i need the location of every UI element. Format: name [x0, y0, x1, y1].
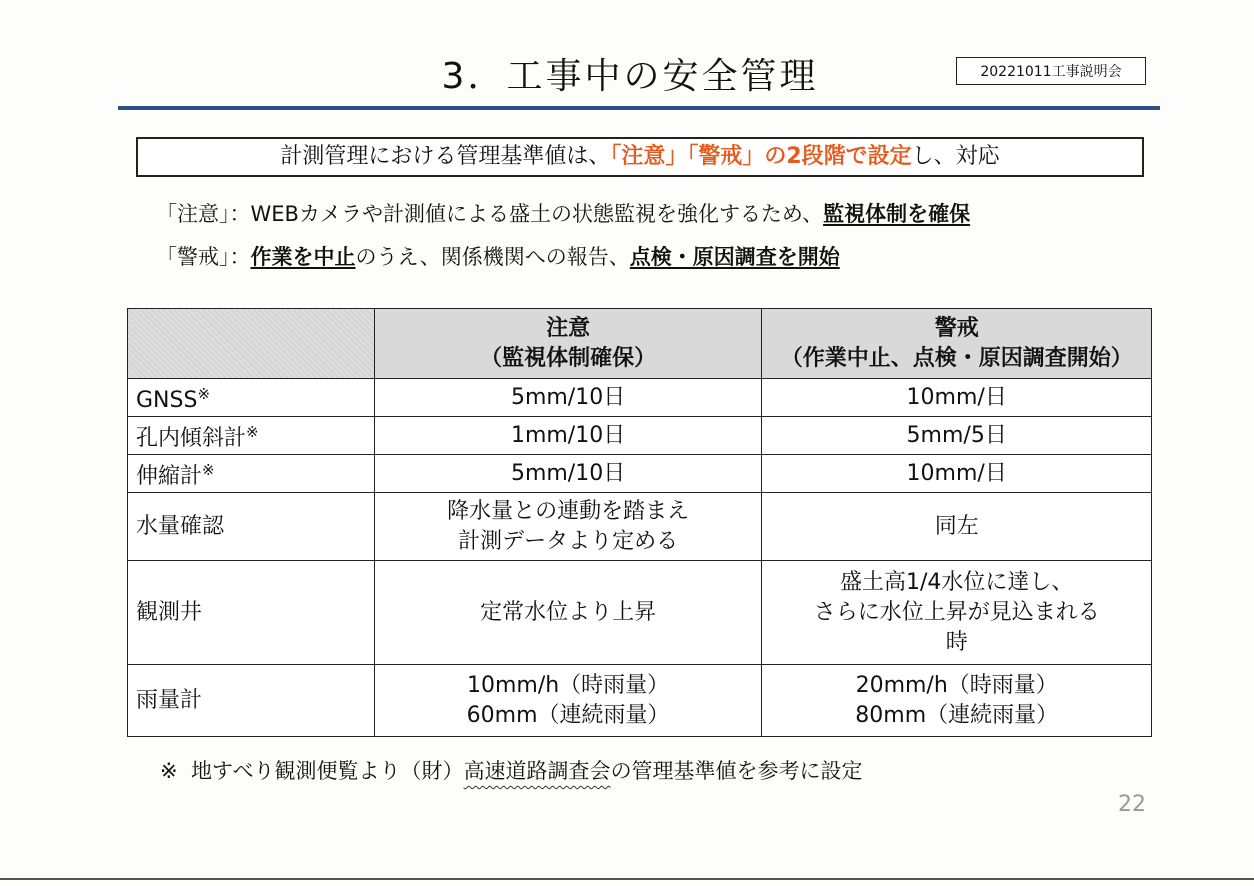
- table-header-row: [128, 309, 1152, 379]
- table-row: [128, 455, 1152, 493]
- definition-alert: [156, 242, 840, 272]
- alert-cell: 10mm/日: [762, 455, 1152, 493]
- scan-edge-line: [0, 878, 1254, 880]
- header-alert-sub: （作業中止、点検・原因調査開始）: [780, 345, 1133, 371]
- definition-caution: [156, 199, 970, 229]
- table-row: [128, 493, 1152, 561]
- definition-alert-emph2: 点検・原因調査を開始: [629, 245, 840, 269]
- alert-line: 時: [945, 629, 968, 655]
- alert-line: 盛土高1/4水位に達し、: [839, 569, 1074, 595]
- row-label: [128, 455, 375, 493]
- alert-line: 80mm（連続雨量）: [855, 702, 1059, 728]
- row-label-text: 伸縮計: [136, 464, 203, 489]
- summary-accent: 「注意」「警戒」の2段階で設定: [610, 144, 912, 169]
- table-corner-cell: [128, 309, 375, 379]
- footnote-text-after: の管理基準値を参考に設定: [610, 759, 863, 783]
- row-label-text: 孔内傾斜計: [136, 426, 247, 451]
- alert-cell: [762, 665, 1152, 737]
- row-label: [128, 417, 375, 455]
- caution-line: 計測データより定める: [458, 528, 679, 554]
- caution-cell: 5mm/10日: [374, 379, 762, 417]
- table-row: [128, 561, 1152, 665]
- page-title: 3．工事中の安全管理: [441, 56, 819, 97]
- summary-box: [136, 137, 1144, 177]
- date-badge: 20221011工事説明会: [956, 57, 1146, 85]
- alert-cell: 同左: [762, 493, 1152, 561]
- table-row: [128, 417, 1152, 455]
- footnote-underlined-org: 高速道路調査会: [463, 759, 611, 783]
- header-caution: [374, 309, 762, 379]
- alert-cell: [762, 561, 1152, 665]
- title-divider: [118, 106, 1160, 110]
- table-row: [128, 665, 1152, 737]
- header-caution-sub: （監視体制確保）: [480, 345, 657, 371]
- row-label: 観測井: [128, 561, 375, 665]
- row-label: 雨量計: [128, 665, 375, 737]
- row-label: [128, 379, 375, 417]
- definition-caution-text: WEBカメラや計測値による盛土の状態監視を強化するため、: [250, 202, 824, 226]
- caution-line: 降水量との連動を踏まえ: [447, 498, 690, 524]
- summary-text-before: 計測管理における管理基準値は、: [280, 144, 611, 169]
- header-alert-title: 警戒: [934, 315, 979, 341]
- alert-cell: 5mm/5日: [762, 417, 1152, 455]
- row-label-text: GNSS: [136, 388, 198, 413]
- footnote-mark: ※: [246, 423, 259, 441]
- alert-cell: 10mm/日: [762, 379, 1152, 417]
- definition-alert-text: のうえ、関係機関への報告、: [355, 245, 630, 269]
- footnote-text-before: 地すべり観測便覧より（財）: [190, 759, 464, 783]
- footnote-mark: ※: [202, 461, 215, 479]
- page-number: 22: [1118, 792, 1146, 817]
- caution-cell: [374, 493, 762, 561]
- footnote: [160, 756, 863, 786]
- caution-line: 10mm/h（時雨量）: [466, 672, 670, 698]
- definition-alert-label: 「警戒」：: [156, 245, 251, 269]
- caution-cell: 定常水位より上昇: [374, 561, 762, 665]
- header-caution-title: 注意: [546, 315, 591, 341]
- footnote-mark: ※: [197, 385, 211, 403]
- caution-cell: 1mm/10日: [374, 417, 762, 455]
- criteria-table: [127, 308, 1152, 737]
- summary-text-after: し、対応: [911, 144, 1000, 169]
- row-label: 水量確認: [128, 493, 375, 561]
- definition-caution-emph: 監視体制を確保: [823, 202, 971, 226]
- header-alert: [762, 309, 1152, 379]
- definition-alert-emph1: 作業を中止: [250, 245, 356, 269]
- definition-caution-label: 「注意」：: [156, 202, 251, 226]
- caution-line: 60mm（連続雨量）: [466, 702, 670, 728]
- caution-cell: 5mm/10日: [374, 455, 762, 493]
- caution-cell: [374, 665, 762, 737]
- alert-line: さらに水位上昇が見込まれる: [813, 599, 1100, 625]
- footnote-mark: ※: [160, 759, 178, 783]
- alert-line: 20mm/h（時雨量）: [855, 672, 1058, 698]
- table-row: [128, 379, 1152, 417]
